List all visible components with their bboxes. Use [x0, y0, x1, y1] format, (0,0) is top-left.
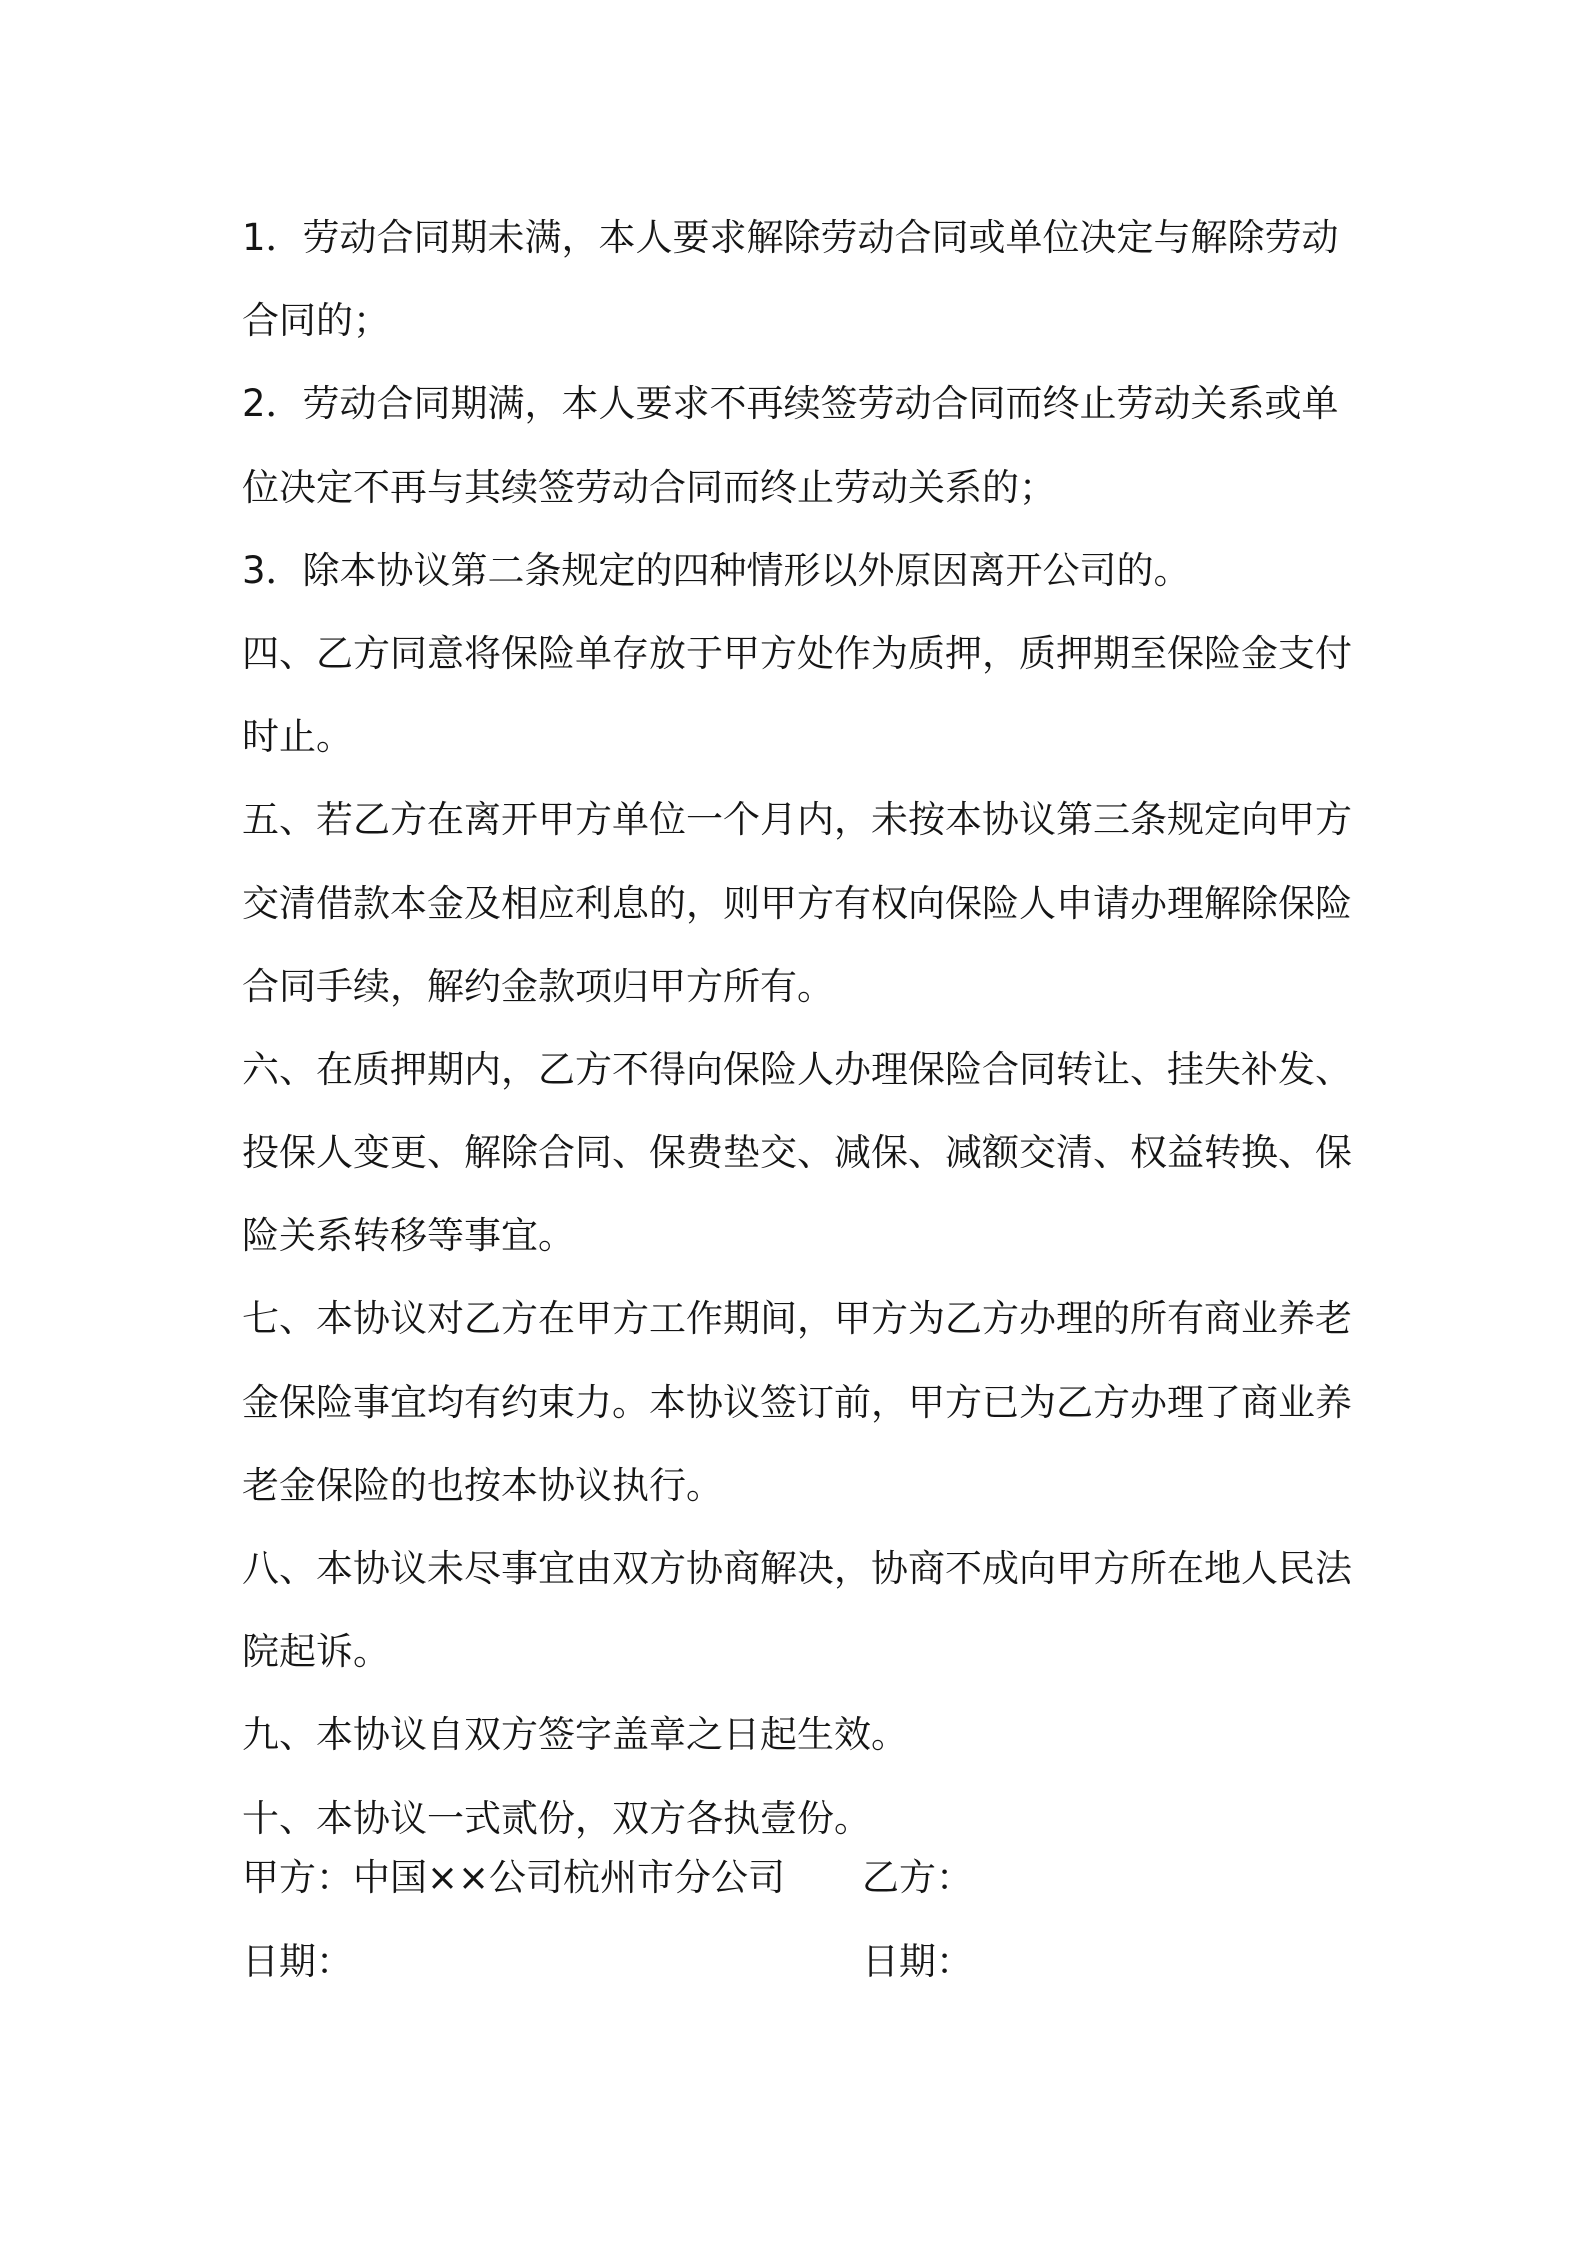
text-line: 九、本协议自双方签字盖章之日起生效。 [242, 1713, 908, 1757]
text-line: 合同手续，解约金款项归甲方所有。 [242, 964, 834, 1008]
text-line: 时止。 [242, 715, 353, 759]
clause-5 [242, 778, 1362, 1028]
clause-3-item-2 [242, 362, 1362, 528]
signature-dates-row [242, 1920, 1362, 2003]
text-line: 院起诉。 [242, 1630, 390, 1674]
text-line: 金保险事宜均有约束力。本协议签订前，甲方已为乙方办理了商业养 [242, 1380, 1352, 1424]
text-line: 2．劳动合同期满，本人要求不再续签劳动合同而终止劳动关系或单 [242, 382, 1339, 426]
text-line: 十、本协议一式贰份，双方各执壹份。 [242, 1796, 871, 1840]
text-line: 1．劳动合同期未满，本人要求解除劳动合同或单位决定与解除劳动 [242, 216, 1339, 259]
party-b-label: 乙方： [862, 1856, 973, 1899]
clause-4 [242, 612, 1362, 778]
text-line: 六、在质押期内，乙方不得向保险人办理保险合同转让、挂失补发、 [242, 1047, 1352, 1091]
agreement-body [242, 196, 1362, 1860]
clause-8 [242, 1527, 1362, 1693]
text-line: 五、若乙方在离开甲方单位一个月内，未按本协议第三条规定向甲方 [242, 798, 1352, 842]
text-line: 3．除本协议第二条规定的四种情形以外原因离开公司的。 [242, 548, 1191, 592]
text-line: 合同的； [242, 299, 390, 343]
text-line: 位决定不再与其续签劳动合同而终止劳动关系的； [242, 465, 1056, 509]
text-line: 四、乙方同意将保险单存放于甲方处作为质押，质押期至保险金支付 [242, 631, 1352, 675]
clause-9 [242, 1693, 1362, 1776]
clause-7 [242, 1277, 1362, 1527]
text-line: 交清借款本金及相应利息的，则甲方有权向保险人申请办理解除保险 [242, 881, 1352, 925]
text-line: 投保人变更、解除合同、保费垫交、减保、减额交清、权益转换、保 [242, 1131, 1352, 1175]
party-b-date-label: 日期： [862, 1940, 973, 1983]
text-line: 八、本协议未尽事宜由双方协商解决，协商不成向甲方所在地人民法 [242, 1547, 1352, 1590]
clause-6 [242, 1028, 1362, 1278]
party-a-date-label: 日期： [242, 1940, 353, 1983]
text-line: 七、本协议对乙方在甲方工作期间，甲方为乙方办理的所有商业养老 [242, 1297, 1352, 1341]
text-line: 险关系转移等事宜。 [242, 1214, 575, 1258]
clause-3-item-1 [242, 196, 1362, 362]
party-a-label: 甲方：中国××公司杭州市分公司 [242, 1856, 786, 1899]
clause-3-item-3 [242, 529, 1362, 612]
signature-parties-row [242, 1836, 1362, 1919]
text-line: 老金保险的也按本协议执行。 [242, 1463, 723, 1507]
